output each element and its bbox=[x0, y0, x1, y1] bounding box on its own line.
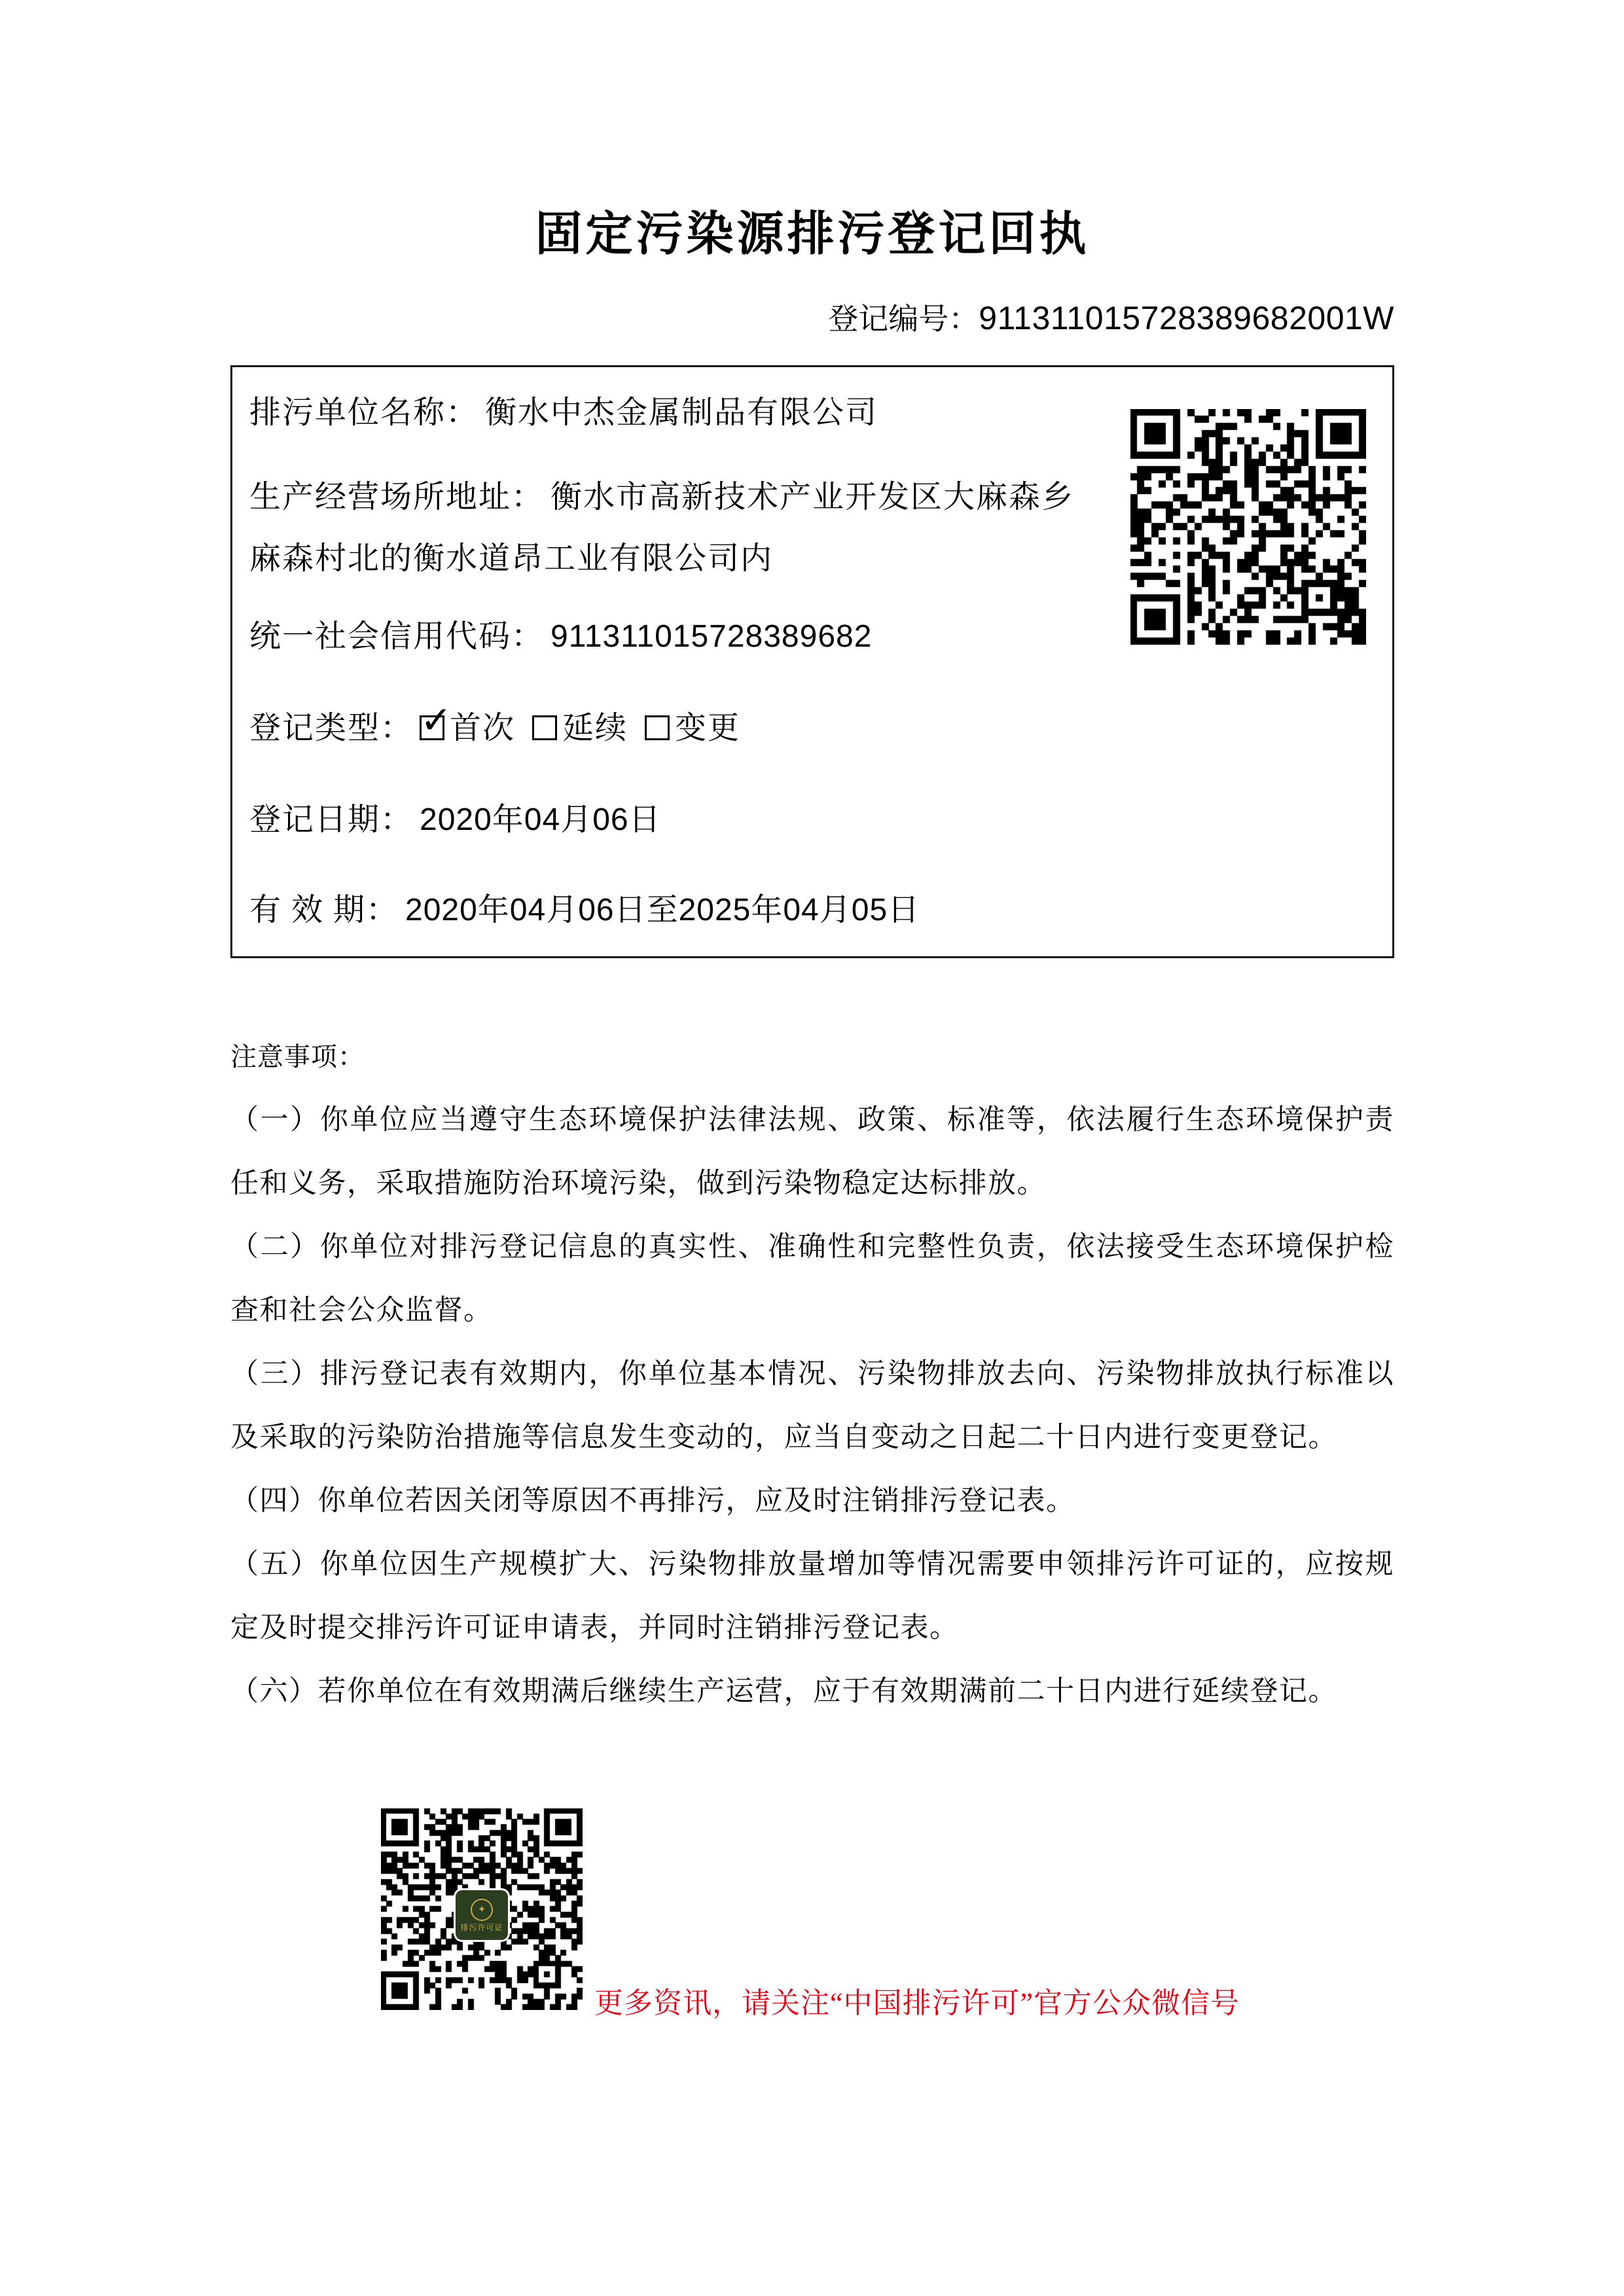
registration-type-label: 登记类型： bbox=[249, 711, 414, 745]
page-title: 固定污染源排污登记回执 bbox=[535, 208, 1090, 260]
note-item-2: （二）你单位对排污登记信息的真实性、准确性和完整性负责，依法接受生态环境保护检查和社会公众监督。 bbox=[230, 1232, 1394, 1326]
type-option-first-label: 首次 bbox=[450, 711, 516, 745]
registration-qr-code bbox=[1130, 409, 1366, 645]
registration-date-value: 2020年04月06日 bbox=[420, 802, 661, 837]
unit-name-label: 排污单位名称： bbox=[249, 395, 479, 430]
registration-number-value: 911311015728389682001W bbox=[979, 300, 1394, 336]
type-option-first bbox=[420, 713, 515, 744]
credit-code-value: 911311015728389682 bbox=[550, 619, 873, 654]
field-validity-period bbox=[249, 895, 920, 926]
address-label: 生产经营场所地址： bbox=[249, 480, 545, 514]
credit-code-label: 统一社会信用代码： bbox=[249, 619, 545, 654]
validity-period-label: 有 效 期： bbox=[249, 893, 399, 927]
permit-logo bbox=[456, 1890, 508, 1940]
notes-heading: 注意事项： bbox=[230, 1042, 365, 1071]
note-item-6: （六）若你单位在有效期满后继续生产运营，应于有效期满前二十日内进行延续登记。 bbox=[230, 1676, 1337, 1707]
note-item-4: （四）你单位若因关闭等原因不再排污，应及时注销排污登记表。 bbox=[230, 1486, 1075, 1516]
type-option-renewal bbox=[532, 713, 628, 744]
registration-info-box bbox=[230, 365, 1394, 958]
note-item-5: （五）你单位因生产规模扩大、污染物排放量增加等情况需要申领排污许可证的，应按规定及时提交排污许可证申请表，并同时注销排污登记表。 bbox=[230, 1549, 1394, 1643]
type-option-change-label: 变更 bbox=[675, 711, 741, 745]
unit-name-value: 衡水中杰金属制品有限公司 bbox=[485, 395, 878, 430]
type-option-change bbox=[645, 713, 740, 744]
address-value: 衡水市高新技术产业开发区大麻森乡麻森村北的衡水道昂工业有限公司内 bbox=[249, 480, 1075, 576]
field-unit-name bbox=[249, 397, 878, 429]
wechat-qr-code bbox=[381, 1808, 583, 2010]
registration-date-label: 登记日期： bbox=[249, 802, 414, 837]
wechat-caption: 更多资讯，请关注“中国排污许可”官方公众微信号 bbox=[594, 1987, 1240, 2019]
field-credit-code bbox=[249, 621, 872, 653]
checkbox-renewal-icon bbox=[532, 715, 557, 740]
validity-period-value: 2020年04月06日至2025年04月05日 bbox=[405, 893, 920, 927]
registration-number-line bbox=[828, 300, 1394, 338]
registration-number-label: 登记编号： bbox=[828, 302, 979, 336]
checkbox-first-icon bbox=[420, 715, 444, 740]
field-registration-date bbox=[249, 804, 661, 836]
notes-section bbox=[230, 1025, 1394, 1723]
note-item-1: （一）你单位应当遵守生态环境保护法律法规、政策、标准等，依法履行生态环境保护责任和义务，采取措施防治环境污染，做到污染物稳定达标排放。 bbox=[230, 1105, 1394, 1199]
type-option-renewal-label: 延续 bbox=[562, 711, 628, 745]
field-registration-type bbox=[249, 713, 757, 744]
national-emblem-icon: ✦ bbox=[471, 1899, 493, 1921]
permit-logo-text: 排污许可证 bbox=[460, 1922, 503, 1932]
note-item-3: （三）排污登记表有效期内，你单位基本情况、污染物排放去向、污染物排放执行标准以及采取的污染防治措施等信息发生变动的，应当自变动之日起二十日内进行变更登记。 bbox=[230, 1359, 1394, 1453]
checkbox-change-icon bbox=[645, 715, 670, 740]
field-address bbox=[249, 467, 1107, 590]
